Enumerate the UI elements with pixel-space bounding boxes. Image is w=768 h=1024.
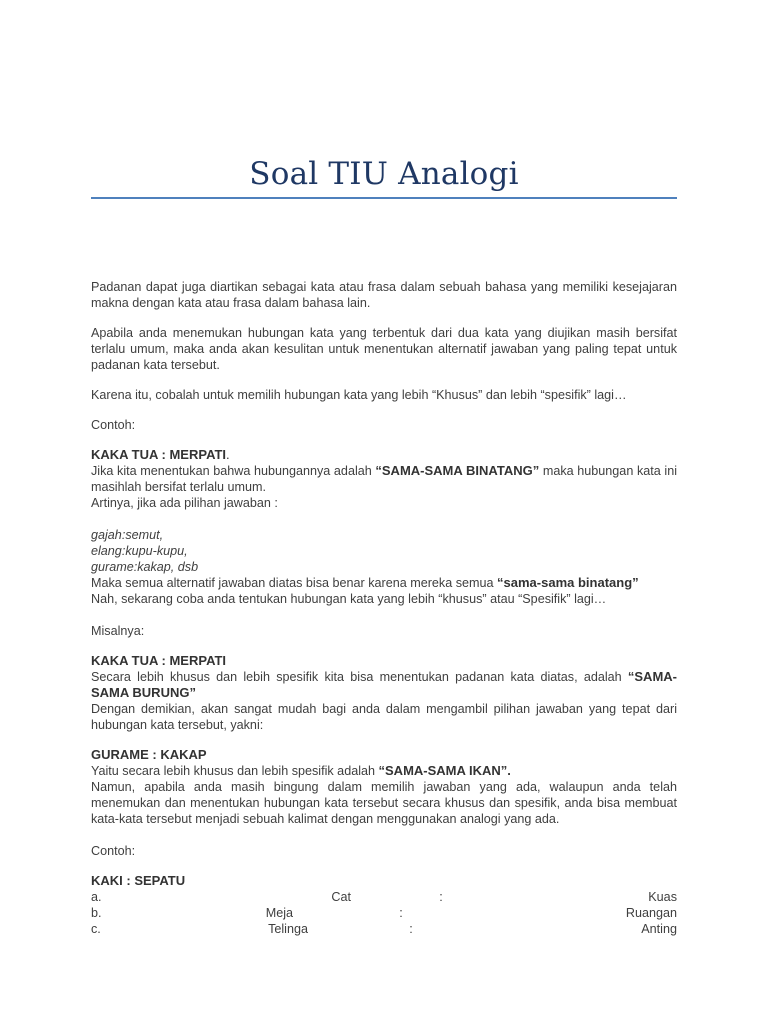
example1-choices-intro: Artinya, jika ada pilihan jawaban : [91,496,278,510]
example3-followup: Namun, apabila anda masih bingung dalam memilih jawaban yang ada, walaupun anda telah menemukan dan menentukan hubungan kata tersebut secara khusus dan spesifik, anda bisa membuat kata-kata tersebut menjadi sebuah kalimat dengan menggunakan analogi yang ada. [91,780,677,826]
example2-heading: KAKA TUA : MERPATI [91,653,227,668]
question-heading: KAKI : SEPATU [91,873,186,888]
option-right: Kuas [648,890,677,904]
page-title: Soal TIU Analogi [249,156,519,192]
option-right: Anting [641,922,677,936]
label-contoh: Contoh: [91,418,136,432]
option-left: Telinga [268,922,308,936]
option-letter: b. [91,906,102,920]
question-option-a [91,889,677,905]
label-misalnya: Misalnya: [91,624,145,638]
example1-choice: gurame:kakap, dsb [91,560,199,574]
document-body [91,279,677,937]
example3-explanation: Yaitu secara lebih khusus dan lebih spesifik adalah “SAMA-SAMA IKAN”. [91,763,511,778]
option-letter: c. [91,922,101,936]
option-letter: a. [91,890,102,904]
option-separator: : [439,890,443,904]
paragraph-general-relation: Apabila anda menemukan hubungan kata yang terbentuk dari dua kata yang diujikan masih bersifat terlalu umum, maka anda akan kesulitan untuk menentukan alternatif jawaban yang paling tepat untuk padanan kata tersebut. [91,326,677,372]
option-right: Ruangan [625,906,677,920]
question-option-b [91,905,677,921]
example2-followup: Dengan demikian, akan sangat mudah bagi anda dalam mengambil pilihan jawaban yang tepat dari hubungan kata tersebut, yakni: [91,702,677,732]
question-option-c [91,921,677,937]
paragraph-advice: Karena itu, cobalah untuk memilih hubungan kata yang lebih “Khusus” dan lebih “spesifik” lagi… [91,388,627,402]
example2-explanation: Secara lebih khusus dan lebih spesifik kita bisa menentukan padanan kata diatas, adalah “SAMA-SAMA BURUNG” [91,669,677,700]
option-separator: : [409,922,413,936]
paragraph-definition: Padanan dapat juga diartikan sebagai kata atau frasa dalam sebuah bahasa yang memiliki kesejajaran makna dengan kata atau frasa dalam bahasa lain. [91,280,677,310]
example1-heading: KAKA TUA : MERPATI. [91,447,230,462]
example1-explanation: Jika kita menentukan bahwa hubungannya adalah “SAMA-SAMA BINATANG” maka hubungan kata ini masihlah bersifat terlalu umum. [91,463,677,494]
example1-choice: gajah:semut, [91,528,164,542]
title-underline [91,197,677,199]
option-left: Meja [265,906,293,920]
example1-choice: elang:kupu-kupu, [91,544,188,558]
example1-conclusion: Maka semua alternatif jawaban diatas bisa benar karena mereka semua “sama-sama binatang” [91,575,639,590]
example3-heading: GURAME : KAKAP [91,747,207,762]
example1-followup: Nah, sekarang coba anda tentukan hubungan kata yang lebih “khusus” atau “Spesifik” lagi… [91,592,607,606]
label-contoh-2: Contoh: [91,844,136,858]
option-left: Cat [331,890,351,904]
option-separator: : [399,906,403,920]
